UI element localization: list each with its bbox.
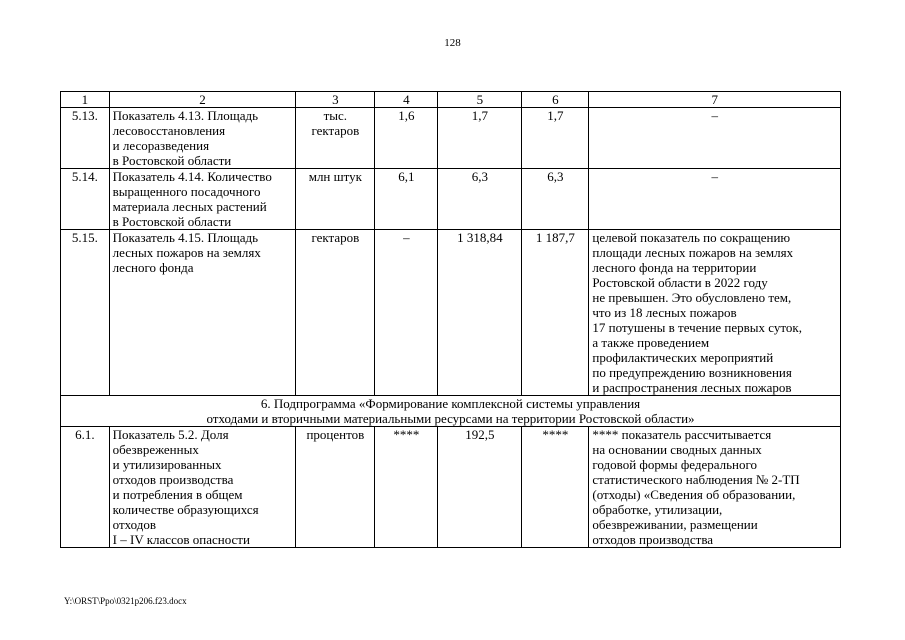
indicator-name <box>109 230 296 396</box>
text-line: млн штук <box>308 169 362 184</box>
text-line: статистического наблюдения № 2-ТП <box>592 472 800 487</box>
table-row <box>61 427 841 548</box>
text-line: I – IV классов опасности <box>112 532 250 547</box>
text-line: профилактических мероприятий <box>592 350 774 365</box>
note-cell <box>589 108 841 169</box>
column-header: 7 <box>589 92 841 108</box>
value-cell: 1,7 <box>438 108 522 169</box>
unit-cell <box>296 108 375 169</box>
text-line: не превышен. Это обусловлено тем, <box>592 290 792 305</box>
text-line: Показатель 4.15. Площадь <box>112 230 259 245</box>
text-line: гектаров <box>311 123 360 138</box>
row-number: 5.14. <box>61 169 110 230</box>
text-line: что из 18 лесных пожаров <box>592 305 737 320</box>
text-line: Показатель 4.13. Площадь <box>112 108 259 123</box>
text-line: отходами и вторичными материальными ресурсами на территории Ростовской области» <box>206 411 695 426</box>
value-cell: 1 318,84 <box>438 230 522 396</box>
text-line: на основании сводных данных <box>592 442 762 457</box>
text-line: и лесоразведения <box>112 138 210 153</box>
text-line: лесовосстановления <box>112 123 226 138</box>
text-line: годовой формы федерального <box>592 457 758 472</box>
text-line: обезвреживании, размещении <box>592 517 758 532</box>
text-line: Ростовской области в 2022 году <box>592 275 768 290</box>
unit-cell <box>296 230 375 396</box>
value-cell: **** <box>522 427 589 548</box>
text-line: процентов <box>306 427 365 442</box>
row-number: 5.15. <box>61 230 110 396</box>
text-line: (отходы) «Сведения об образовании, <box>592 487 796 502</box>
unit-cell <box>296 169 375 230</box>
text-line: лесного фонда <box>112 260 194 275</box>
value-cell: **** <box>375 427 438 548</box>
table-row <box>61 169 841 230</box>
text-line: материала лесных растений <box>112 199 267 214</box>
unit-cell <box>296 427 375 548</box>
text-line: – <box>711 108 718 123</box>
table-row <box>61 230 841 396</box>
column-header: 6 <box>522 92 589 108</box>
text-line: лесного фонда на территории <box>592 260 757 275</box>
value-cell: – <box>375 230 438 396</box>
text-line: выращенного посадочного <box>112 184 261 199</box>
value-cell: 192,5 <box>438 427 522 548</box>
column-header: 2 <box>109 92 296 108</box>
row-number: 5.13. <box>61 108 110 169</box>
value-cell: 1,6 <box>375 108 438 169</box>
text-line: – <box>711 169 718 184</box>
report-table <box>60 91 841 548</box>
note-cell <box>589 427 841 548</box>
text-line: и распространения лесных пожаров <box>592 380 792 395</box>
text-line: в Ростовской области <box>112 153 232 168</box>
text-line: а также проведением <box>592 335 710 350</box>
column-header: 4 <box>375 92 438 108</box>
text-line: и потребления в общем <box>112 487 243 502</box>
table-header-row <box>61 92 841 108</box>
text-line: обезвреженных <box>112 442 199 457</box>
text-line: и утилизированных <box>112 457 222 472</box>
text-line: Показатель 4.14. Количество <box>112 169 272 184</box>
text-line: обработке, утилизации, <box>592 502 723 517</box>
text-line: отходов <box>112 517 157 532</box>
value-cell: 6,1 <box>375 169 438 230</box>
section-row <box>61 396 841 427</box>
value-cell: 1 187,7 <box>522 230 589 396</box>
note-cell <box>589 169 841 230</box>
column-header: 3 <box>296 92 375 108</box>
text-line: в Ростовской области <box>112 214 232 229</box>
page-number: 128 <box>444 37 461 49</box>
note-cell <box>589 230 841 396</box>
text-line: гектаров <box>311 230 360 245</box>
text-line: отходов производства <box>112 472 234 487</box>
value-cell: 6,3 <box>438 169 522 230</box>
row-number: 6.1. <box>61 427 110 548</box>
column-header: 1 <box>61 92 110 108</box>
section-title <box>61 396 841 427</box>
text-line: площади лесных пожаров на землях <box>592 245 794 260</box>
file-path-footer: Y:\ORST\Ppo\0321p206.f23.docx <box>64 596 187 606</box>
indicator-name <box>109 427 296 548</box>
text-line: по предупреждению возникновения <box>592 365 792 380</box>
text-line: отходов производства <box>592 532 714 547</box>
text-line: 17 потушены в течение первых суток, <box>592 320 802 335</box>
text-line: тыс. <box>323 108 348 123</box>
indicator-name <box>109 108 296 169</box>
text-line: 6. Подпрограмма «Формирование комплексной системы управления <box>260 396 641 411</box>
text-line: **** показатель рассчитывается <box>592 427 772 442</box>
indicator-name <box>109 169 296 230</box>
table-row <box>61 108 841 169</box>
text-line: количестве образующихся <box>112 502 259 517</box>
text-line: лесных пожаров на землях <box>112 245 261 260</box>
text-line: целевой показатель по сокращению <box>592 230 791 245</box>
text-line: Показатель 5.2. Доля <box>112 427 229 442</box>
value-cell: 6,3 <box>522 169 589 230</box>
column-header: 5 <box>438 92 522 108</box>
value-cell: 1,7 <box>522 108 589 169</box>
